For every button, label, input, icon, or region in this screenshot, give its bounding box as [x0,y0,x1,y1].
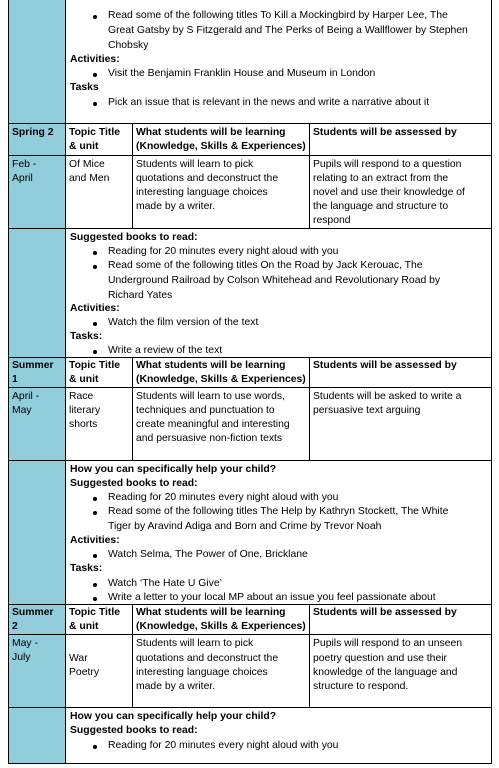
text-line: Reading for 20 minutes every night aloud with you [108,246,339,257]
books-label: Suggested books to read: [70,478,198,489]
row-divider [8,387,492,388]
header-topic-title: Topic Title [69,607,120,618]
assessment-text: relating to an extract from the [313,173,449,184]
text-line: Watch ‘The Hate U Give’ [108,578,222,589]
learning-text: create meaningful and interesting [136,419,290,430]
learning-text: interesting language choices [136,667,268,678]
text-line: Watch Selma, The Power of One, Bricklane [108,549,308,560]
activities-label: Activities: [70,54,120,65]
assessment-text: knowledge of the language and [313,667,458,678]
column-divider [309,357,310,460]
row-divider [8,634,492,635]
bullet-icon [93,745,97,749]
header-topic-title: & unit [69,621,99,632]
term-label: Spring 2 [12,127,54,138]
assessment-text: poetry question and use their [313,653,448,664]
assessment-text: Students will be asked to write a [313,391,462,402]
date-range: Feb - [12,159,37,170]
bullet-icon [93,511,97,515]
column-divider [309,123,310,228]
assessment-text: persuasive text arguing [313,405,421,416]
books-label: Suggested books to read: [70,725,198,736]
text-line: Write a review of the text [108,345,223,356]
topic-unit: Of Mice [69,159,105,170]
header-assessed: Students will be assessed by [313,360,457,371]
term-label: Summer [12,607,54,618]
bullet-icon [93,15,97,19]
assessment-text: respond [313,215,351,226]
column-divider [309,604,310,707]
text-line: Reading for 20 minutes every night aloud with you [108,740,339,751]
header-learning: What students will be learning [136,607,286,618]
bullet-icon [93,251,97,255]
learning-text: techniques and punctuation to [136,405,275,416]
header-learning: (Knowledge, Skills & Experiences) [136,621,306,632]
bullet-icon [93,350,97,354]
text-line: Visit the Benjamin Franklin House and Museum in London [108,68,376,79]
column-divider [132,357,133,460]
bullet-icon [93,554,97,558]
learning-text: Students will learn to use words, [136,391,286,402]
date-range: April - [12,391,40,402]
bullet-icon [93,265,97,269]
assessment-text: novel and use their knowledge of [313,187,465,198]
text-line: Great Gatsby by S Fitzgerald and The Perks of Being a Wallflower by Stephen [108,25,468,36]
header-assessed: Students will be assessed by [313,127,457,138]
bullet-icon [93,497,97,501]
topic-unit: shorts [69,419,98,430]
row-divider [8,460,492,461]
tasks-label: Tasks: [70,563,103,574]
header-learning: (Knowledge, Skills & Experiences) [136,141,306,152]
header-assessed: Students will be assessed by [313,607,457,618]
assessment-text: structure to respond. [313,681,409,692]
term-label: 1 [12,374,18,385]
date-range: July [12,652,31,663]
activities-label: Activities: [70,303,120,314]
bullet-icon [93,322,97,326]
column-divider [132,123,133,228]
assessment-text: the language and structure to [313,201,449,212]
activities-label: Activities: [70,535,120,546]
text-line: Write a letter to your local MP about an issue you feel passionate about [108,592,436,603]
header-learning: What students will be learning [136,360,286,371]
date-range: May [12,405,32,416]
curriculum-table [8,0,492,764]
tasks-label: Tasks [70,82,99,93]
table-border [8,0,9,764]
learning-text: made by a writer. [136,681,216,692]
learning-text: interesting language choices [136,187,268,198]
text-line: Chobsky [108,40,149,51]
text-line: Reading for 20 minutes every night aloud with you [108,492,339,503]
help-label: How you can specifically help your child? [70,464,277,475]
header-topic-title: Topic Title [69,127,120,138]
bullet-icon [93,597,97,601]
row-divider [8,228,492,229]
tasks-label: Tasks: [70,331,103,342]
books-label: Suggested books to read: [70,232,198,243]
row-divider [8,123,492,124]
text-line: Read some of the following titles The Help by Kathryn Stockett, The White [108,506,449,517]
bullet-icon [93,102,97,106]
assessment-text: Pupils will respond to an unseen [313,638,463,649]
learning-text: Students will learn to pick [136,159,254,170]
learning-text: and persuasive non-fiction texts [136,433,283,444]
help-label: How you can specifically help your child? [70,711,277,722]
learning-text: made by a writer. [136,201,216,212]
text-line: Read some of the following titles To Kill a Mockingbird by Harper Lee, The [108,10,448,21]
topic-unit: Race [69,391,94,402]
topic-unit: and Men [69,173,110,184]
table-border [491,0,492,764]
learning-text: Students will learn to pick [136,638,254,649]
date-range: April [12,173,33,184]
text-line: Read some of the following titles On the Road by Jack Kerouac, The [108,260,423,271]
text-line: Pick an issue that is relevant in the news and write a narrative about it [108,97,430,108]
date-range: May - [12,638,38,649]
header-learning: What students will be learning [136,127,286,138]
learning-text: quotations and deconstruct the [136,653,279,664]
header-topic-title: & unit [69,141,99,152]
text-line: Underground Railroad by Colson Whitehead and Revolutionary Road by [108,275,441,286]
column-divider [65,0,66,764]
term-label: Summer [12,360,54,371]
bullet-icon [93,73,97,77]
text-line: Richard Yates [108,290,173,301]
text-line: Watch the film version of the text [108,317,259,328]
text-line: Tiger by Aravind Adiga and Born and Crime by Trevor Noah [108,521,382,532]
bullet-icon [93,583,97,587]
table-border [8,763,492,764]
topic-unit: Poetry [69,667,100,678]
topic-unit: literary [69,405,101,416]
row-divider [8,604,492,605]
row-divider [8,155,492,156]
row-divider [8,357,492,358]
topic-unit: War [69,653,88,664]
row-divider [8,707,492,708]
assessment-text: Pupils will respond to a question [313,159,462,170]
header-topic-title: & unit [69,374,99,385]
header-topic-title: Topic Title [69,360,120,371]
column-divider [132,604,133,707]
term-label: 2 [12,621,18,632]
header-learning: (Knowledge, Skills & Experiences) [136,374,306,385]
learning-text: quotations and deconstruct the [136,173,279,184]
